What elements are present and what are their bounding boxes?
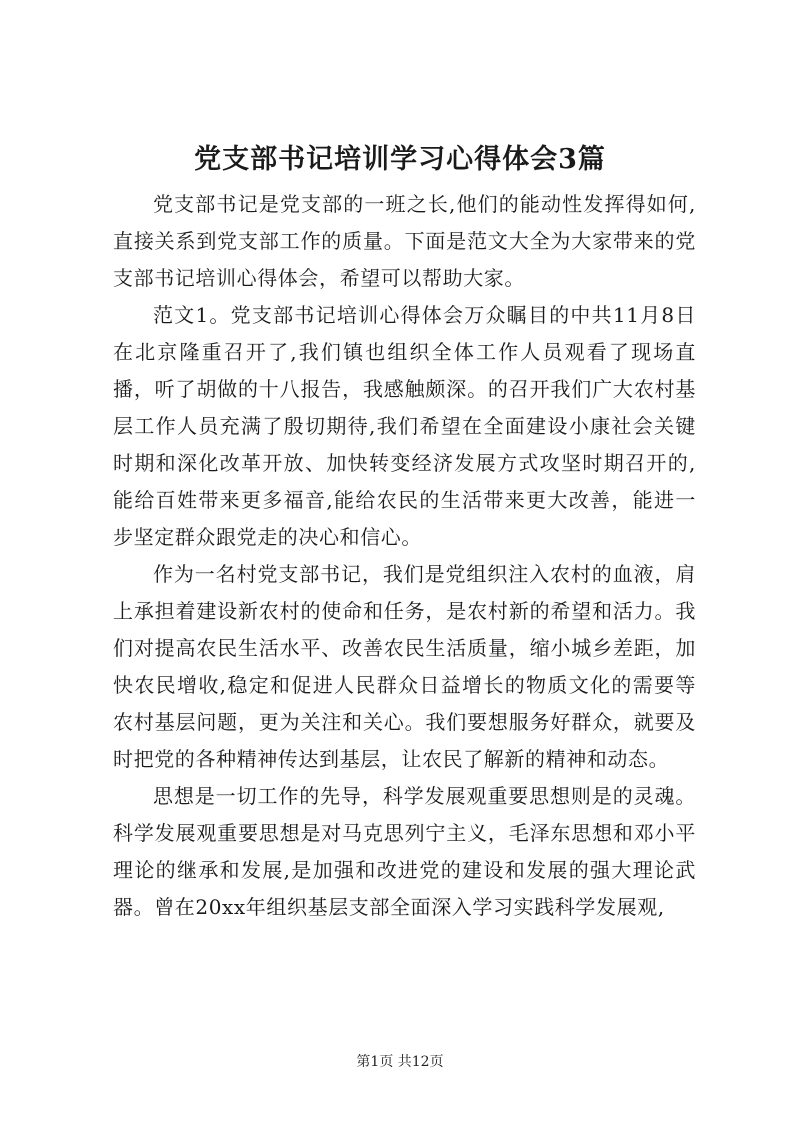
paragraph-thought-guide: 思想是一切工作的先导，科学发展观重要思想则是的灵魂。科学发展观重要思想是对马克思列宁主义，毛泽东思想和邓小平理论的继承和发展,是加强和改进党的建设和发展的强大理论武器。曾在20xx年组织基层支部全面深入学习实践科学发展观, (113, 784, 696, 919)
paragraph-village-secretary: 作为一名村党支部书记，我们是党组织注入农村的血液，肩上承担着建设新农村的使命和任务，是农村新的希望和活力。我们对提高农民生活水平、改善农民生活质量，缩小城乡差距，加快农民增收,稳定和促进人民群众日益增长的物质文化的需要等农村基层问题，更为关注和关心。我们要想服务好群众，就要及时把党的各种精神传达到基层，让农民了解新的精神和动态。 (113, 562, 696, 771)
page-footer: 第1页 共12页 (356, 1054, 444, 1070)
document-title: 党支部书记培训学习心得体会3篇 (194, 144, 606, 175)
paragraph-intro: 党支部书记是党支部的一班之长,他们的能动性发挥得如何,直接关系到党支部工作的质量。下面是范文大全为大家带来的党支部书记培训心得体会，希望可以帮助大家。 (113, 192, 696, 290)
document-body (113, 186, 696, 926)
paragraph-example-1: 范文1。党支部书记培训心得体会万众瞩目的中共11月8日在北京隆重召开了,我们镇也组织全体工作人员观看了现场直播，听了胡做的十八报告，我感触颇深。的召开我们广大农村基层工作人员充满了殷切期待,我们希望在全面建设小康社会关键时期和深化改革开放、加快转变经济发展方式攻坚时期召开的,能给百姓带来更多福音,能给农民的生活带来更大改善，能进一步坚定群众跟党走的决心和信心。 (113, 303, 696, 549)
